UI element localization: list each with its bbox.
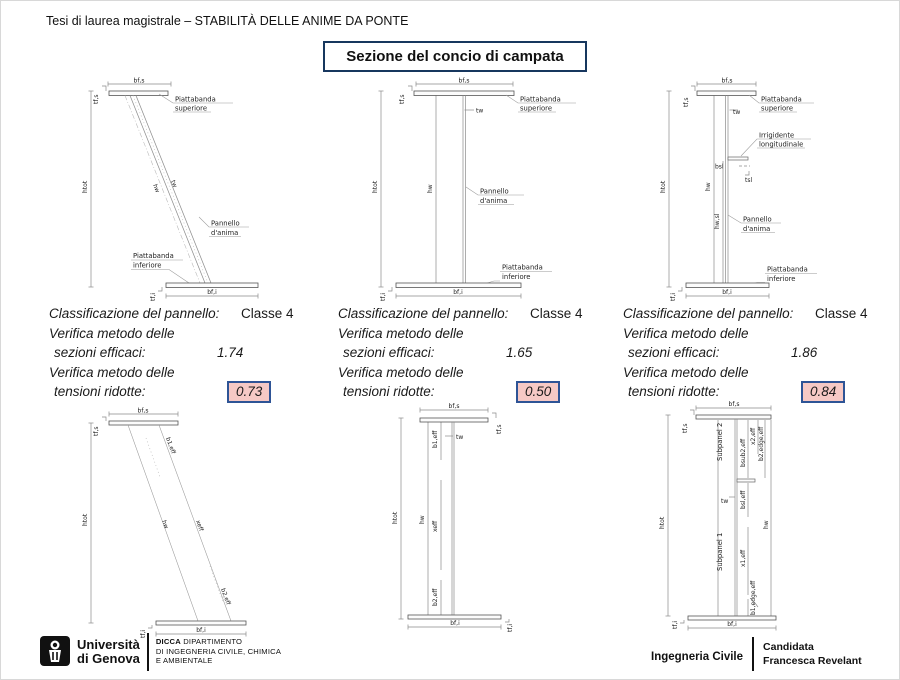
dim-tfi: tf,i [140, 629, 147, 638]
dim-bfs: bf,s [728, 401, 740, 408]
dim-tfi: tf,i [150, 292, 157, 301]
dim-hwsl: hw,sl [714, 213, 721, 229]
callout-top-flange [159, 94, 233, 113]
longitudinal-stiffener [728, 157, 748, 160]
verifica-eff-value: 1.86 [791, 345, 818, 360]
diagram-stiffened-section [649, 77, 894, 305]
dim-b1eff: b1,eff [164, 436, 177, 455]
bottom-flange [166, 283, 258, 288]
dim-tfi: tf,i [380, 292, 387, 301]
dim-htot: htot [372, 180, 379, 193]
dim-bsleff: bsl,eff [740, 490, 747, 509]
dim-bsl: bsl [715, 163, 724, 171]
top-flange [696, 415, 771, 419]
dim-bfi: bf,i [207, 289, 217, 296]
callout-web [728, 215, 781, 233]
dim-bfi: bf,i [453, 289, 463, 296]
dim-tw: tw [456, 434, 464, 441]
university-name [77, 633, 140, 666]
verifica-eff-line2: sezioni efficaci: [628, 345, 720, 360]
slide-header: Tesi di laurea magistrale – STABILITÀ DELLE ANIME DA PONTE [46, 14, 409, 28]
dimension-lines [89, 82, 259, 299]
longitudinal-stiffener [737, 479, 755, 482]
classification-label: Classificazione del pannello: [49, 306, 220, 321]
dim-bsub2eff: bsub2,eff [740, 438, 747, 467]
label-superiore: superiore [520, 104, 553, 113]
callout-bottom-flange [484, 264, 552, 285]
top-flange [697, 91, 756, 96]
dim-htot: htot [659, 516, 666, 529]
dim-hw: hw [160, 519, 170, 530]
verifica-eff-value: 1.74 [217, 345, 244, 360]
dim-bfs: bf,s [133, 77, 145, 85]
dim-tfs: tf,s [682, 423, 689, 433]
dim-xeff: xeff [432, 520, 439, 532]
top-flange [109, 91, 168, 96]
dim-b1edgeeff: b1,edge,eff [750, 580, 757, 615]
label-piattabanda-inferiore: Piattabanda [767, 265, 808, 274]
verifica-rid-line1: Verifica metodo delle [338, 364, 464, 380]
classification-value: Classe 4 [241, 306, 294, 321]
dim-hw: hw [419, 515, 426, 524]
dim-b2eff: b2,eff [219, 587, 232, 606]
bottom-flange [396, 283, 521, 288]
label-irrigidente: Irrigidente [759, 131, 795, 140]
results-panel-2 [338, 304, 638, 402]
web-effective-lines [128, 425, 231, 621]
dim-x1eff: x1,eff [740, 549, 747, 567]
dim-b2edgeeff: b2,edge,eff [758, 426, 765, 461]
label-superiore: superiore [761, 104, 794, 113]
diagram-vertical-effective [371, 400, 596, 640]
diagram-inclined-section [81, 77, 311, 305]
top-flange [109, 421, 178, 425]
verifica-rid-line2: tensioni ridotte: [628, 384, 720, 399]
classification-label: Classificazione del pannello: [623, 306, 794, 321]
dim-htot: htot [392, 511, 399, 524]
dept-line1: DIPARTIMENTO [180, 637, 243, 646]
slide-title: Sezione del concio di campata [323, 41, 587, 72]
dim-xeff: xeff [194, 519, 205, 533]
dim-bfi: bf,i [727, 621, 737, 628]
label-pannello: Pannello [480, 187, 509, 196]
footer-candidate-block [651, 637, 862, 671]
callout-stiffener [741, 132, 811, 157]
dim-bfs: bf,s [458, 77, 470, 85]
dim-bfi: bf,i [196, 627, 206, 634]
label-subpanel-1: Subpanel 1 [716, 532, 724, 571]
diagram-subpanel-effective [641, 399, 896, 634]
verifica-rid-line1: Verifica metodo delle [623, 364, 749, 380]
dim-tw: tw [721, 498, 729, 505]
verifica-eff-line2: sezioni efficaci: [343, 345, 435, 360]
verifica-eff-line1: Verifica metodo delle [338, 325, 464, 341]
dim-hw: hw [427, 184, 434, 193]
callout-web [199, 217, 249, 237]
dim-tsl: tsl [745, 177, 753, 184]
diagram-inclined-effective [61, 406, 311, 641]
verifica-eff-line1: Verifica metodo delle [49, 325, 175, 341]
dim-hw: hw [151, 183, 161, 194]
results-panel-1 [49, 304, 349, 402]
bottom-flange [408, 615, 501, 619]
label-danima: d'anima [211, 229, 239, 237]
label-pannello: Pannello [211, 219, 240, 228]
bottom-flange [156, 621, 246, 625]
label-piattabanda-inferiore: Piattabanda [133, 252, 174, 260]
dim-bfi: bf,i [450, 620, 460, 627]
footer-divider [147, 633, 149, 671]
dim-tfs: tf,s [496, 424, 503, 434]
results-panel-3 [623, 304, 900, 402]
dim-bfi: bf,i [722, 289, 732, 296]
dept-line3: E AMBIENTALE [155, 656, 213, 665]
diagram-vertical-section [366, 77, 596, 305]
dim-b2eff: b2,eff [432, 588, 439, 606]
label-pannello: Pannello [743, 215, 772, 224]
callout-web [466, 187, 524, 205]
web-vertical [735, 419, 737, 616]
callout-top-flange [506, 95, 576, 113]
verifica-eff-line2: sezioni efficaci: [54, 345, 146, 360]
bottom-flange [686, 283, 769, 288]
department-text [156, 633, 281, 666]
footer-divider [752, 637, 754, 671]
university-line1: Università [77, 637, 140, 652]
label-inferiore: inferiore [502, 273, 531, 281]
candidate-label: Candidata [763, 641, 814, 653]
bottom-flange [688, 616, 776, 620]
unige-logo [39, 633, 71, 669]
verifica-rid-line2: tensioni ridotte: [54, 384, 146, 399]
classification-value: Classe 4 [530, 306, 583, 321]
verifica-rid-value-box: 0.84 [801, 381, 845, 403]
dim-tw: tw [476, 107, 484, 115]
top-flange [414, 91, 514, 96]
label-subpanel-2: Subpanel 2 [716, 422, 724, 461]
label-danima: d'anima [743, 225, 771, 233]
label-piattabanda-superiore: Piattabanda [761, 95, 802, 104]
dim-x2eff: x2,eff [750, 427, 757, 445]
dim-tfs: tf,s [93, 426, 100, 436]
dim-tfs: tf,s [93, 94, 100, 104]
verifica-eff-line1: Verifica metodo delle [623, 325, 749, 341]
label-inferiore: inferiore [767, 275, 796, 283]
verifica-rid-value-box: 0.73 [227, 381, 271, 403]
dim-hw: hw [705, 182, 712, 191]
label-inferiore: inferiore [133, 261, 162, 270]
dim-tfs: tf,s [683, 97, 690, 107]
dim-htot: htot [660, 180, 667, 193]
verifica-eff-value: 1.65 [506, 345, 533, 360]
web-vertical [463, 96, 466, 284]
course-name: Ingegneria Civile [651, 651, 744, 663]
classification-value: Classe 4 [815, 306, 868, 321]
label-longitudinale: longitudinale [759, 140, 804, 149]
callout-top-flange [749, 95, 814, 113]
label-superiore: superiore [175, 104, 208, 113]
dim-b1eff: b1,eff [432, 430, 439, 448]
classification-label: Classificazione del pannello: [338, 306, 509, 321]
dim-tfi: tf,i [672, 620, 679, 629]
footer-university-block [39, 633, 281, 671]
label-piattabanda-superiore: Piattabanda [520, 95, 561, 104]
candidate-info [763, 640, 862, 668]
web-vertical [726, 96, 729, 284]
candidate-name: Francesca Revelant [763, 655, 862, 667]
dim-htot: htot [82, 513, 89, 526]
dim-htot: htot [82, 180, 89, 193]
dim-tfi: tf,i [670, 292, 677, 301]
callout-bottom-flange [131, 252, 189, 283]
label-piattabanda-inferiore: Piattabanda [502, 263, 543, 272]
dim-bfs: bf,s [721, 77, 733, 85]
top-flange [420, 418, 488, 422]
dept-line2: DI INGEGNERIA CIVILE, CHIMICA [155, 646, 282, 656]
verifica-rid-line1: Verifica metodo delle [49, 364, 175, 380]
verifica-rid-value-box: 0.50 [516, 381, 560, 403]
verifica-rid-line2: tensioni ridotte: [343, 384, 435, 399]
university-line2: di Genova [77, 651, 140, 666]
dimension-lines [667, 82, 770, 299]
dim-tfs: tf,s [399, 94, 406, 104]
dim-bfs: bf,s [137, 407, 149, 415]
dim-tw: tw [169, 179, 179, 189]
dim-tfi: tf,i [507, 623, 514, 632]
dept-acronym: DICCA [155, 637, 181, 646]
dim-hw: hw [763, 520, 770, 529]
label-piattabanda-superiore: Piattabanda [175, 95, 216, 104]
dim-bfs: bf,s [448, 403, 460, 410]
web-vertical [452, 422, 454, 615]
dim-tw: tw [733, 109, 741, 116]
label-danima: d'anima [480, 197, 508, 205]
callout-bottom-flange [751, 266, 817, 285]
